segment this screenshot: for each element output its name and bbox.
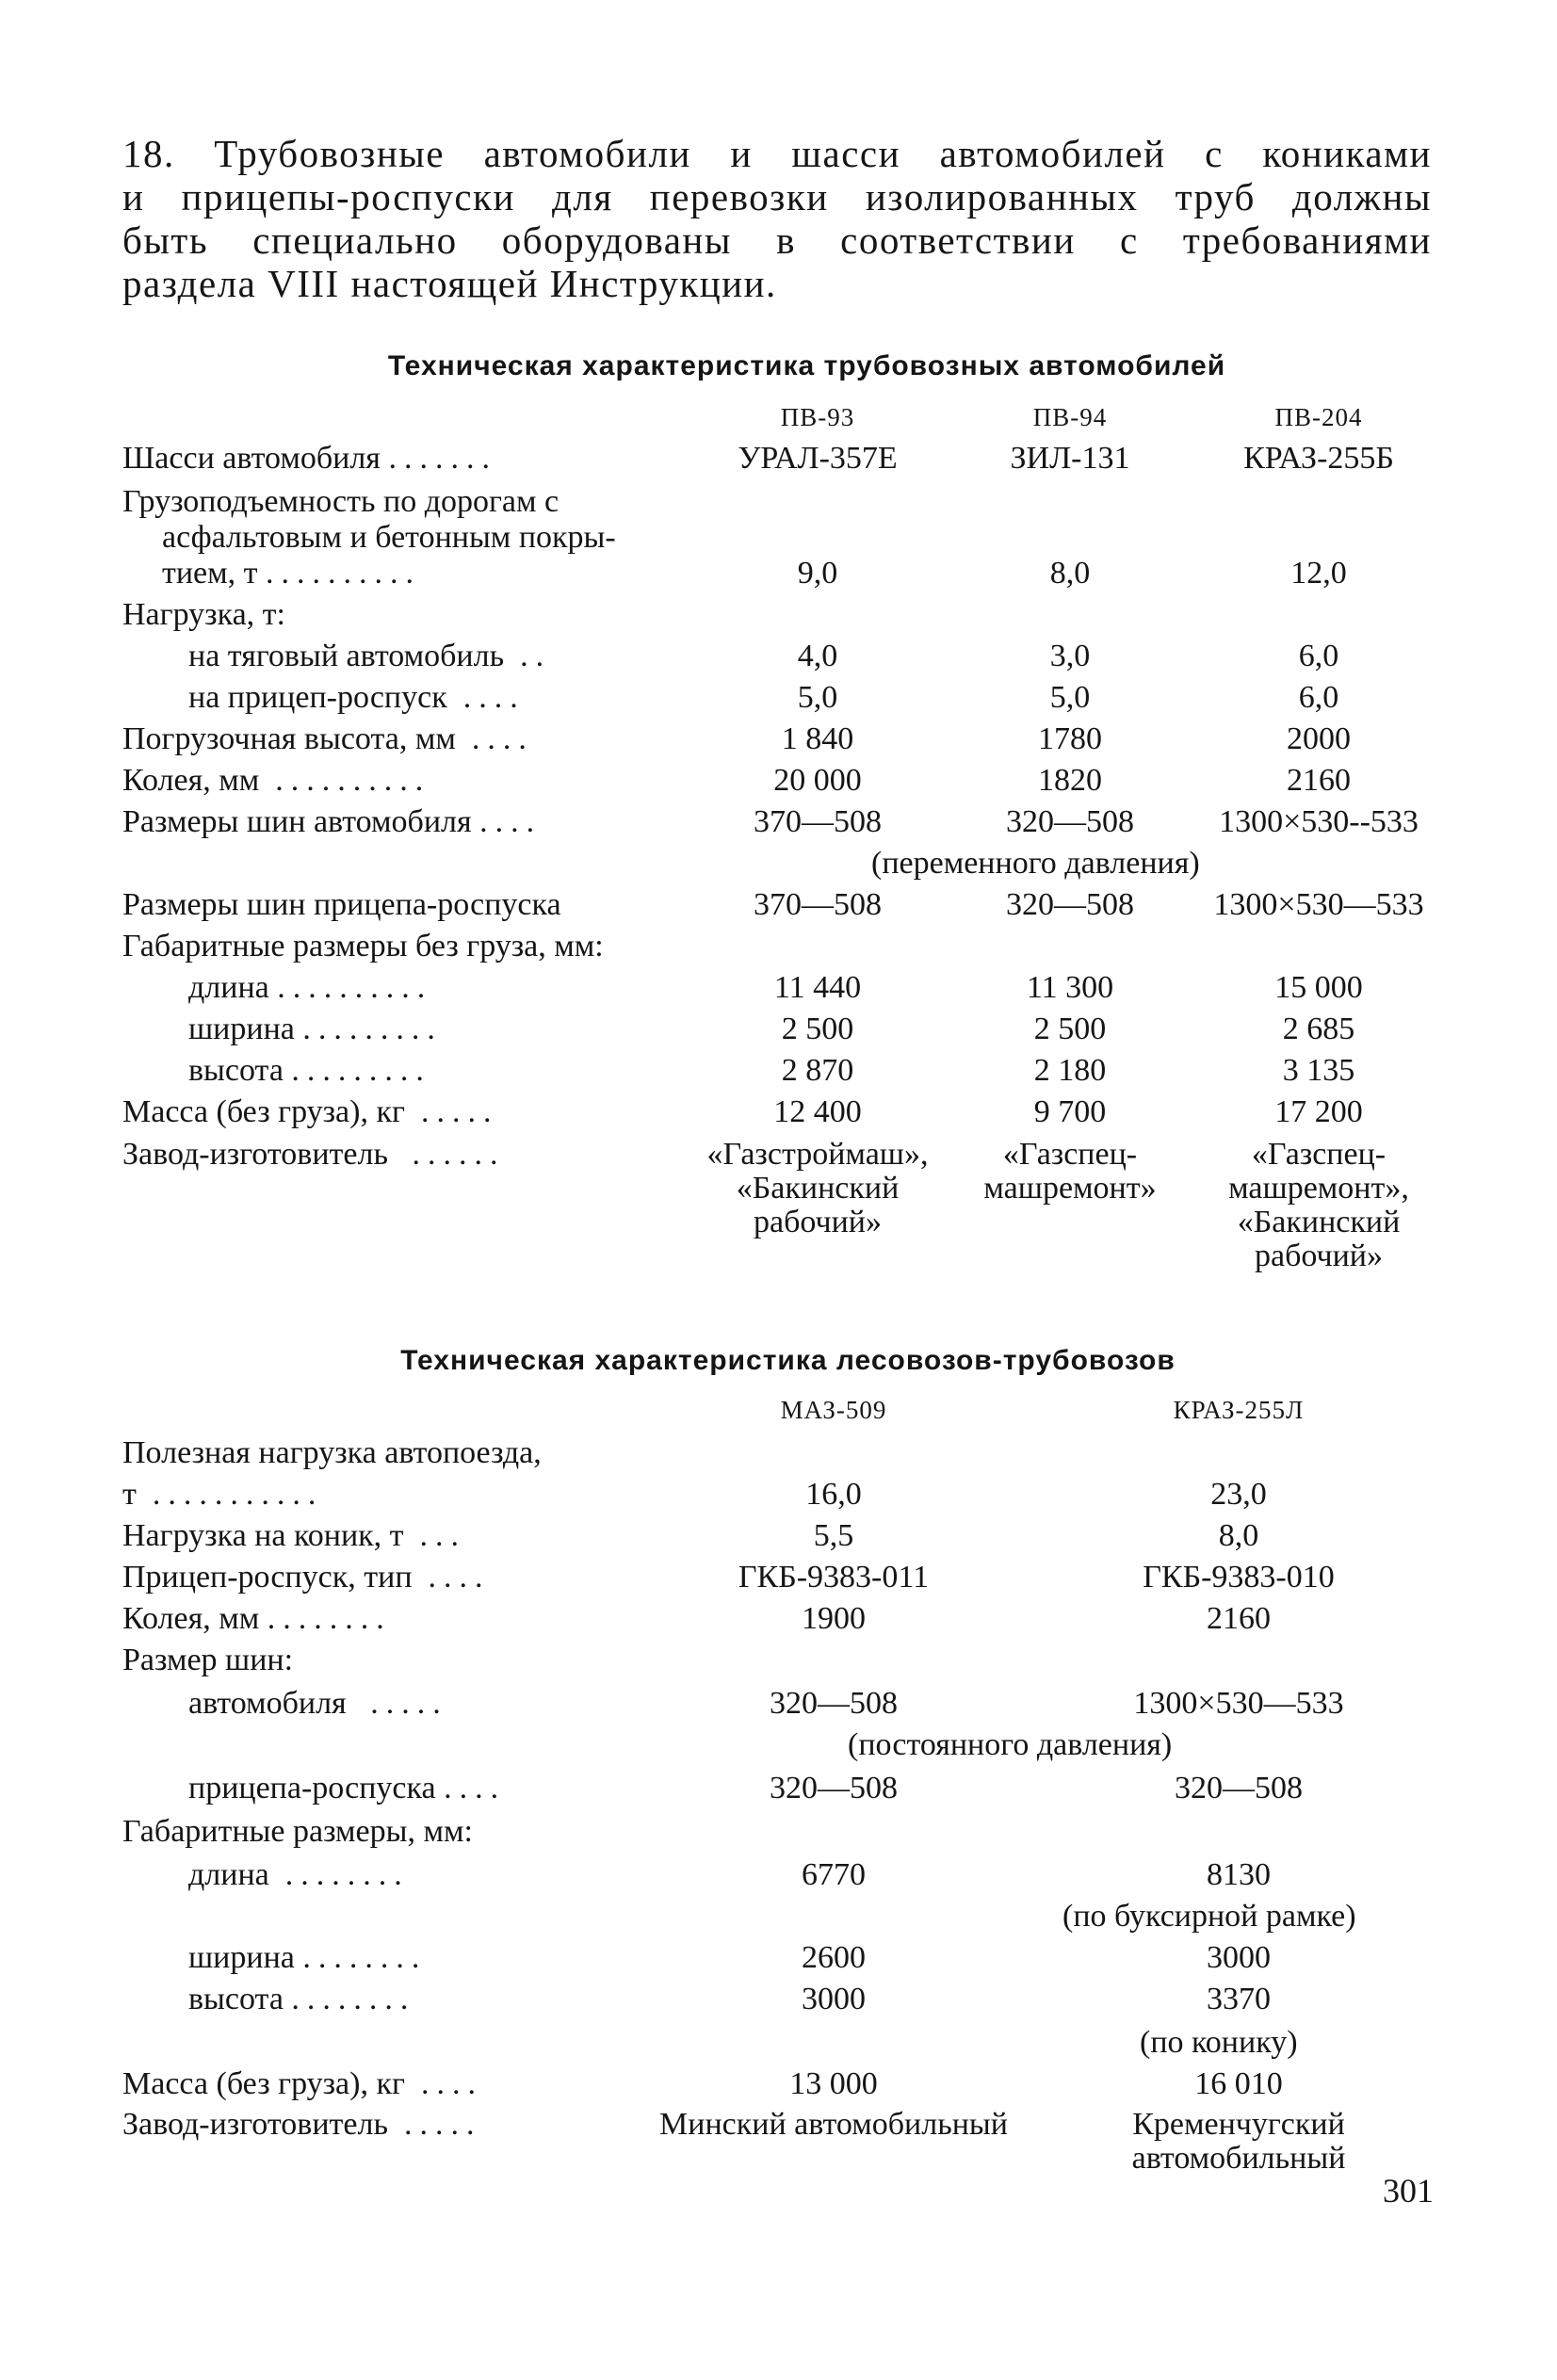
row-label: Полезная нагрузка автопоезда,	[122, 1435, 542, 1470]
cell: 3000	[1207, 1940, 1271, 1975]
cell: 8,0	[1218, 1518, 1259, 1553]
cell: 6770	[802, 1857, 866, 1892]
row-label: длина	[188, 970, 269, 1005]
column-header: ПВ-93	[780, 403, 855, 431]
row-label: Размеры шин прицепа-роспуска	[122, 887, 561, 922]
row-label: Габаритные размеры, мм:	[122, 1814, 473, 1849]
cell: 2600	[802, 1940, 866, 1975]
row-label: Размеры шин автомобиля	[122, 804, 472, 839]
cell: 2160	[1287, 763, 1351, 798]
column-header: ПВ-94	[1032, 403, 1108, 431]
cell: 12,0	[1290, 556, 1347, 591]
page-number: 301	[1383, 2172, 1434, 2210]
row-label: Погрузочная высота, мм	[122, 721, 456, 756]
cell: 370—508	[754, 887, 882, 922]
cell: «Бакинский	[736, 1171, 900, 1206]
cell: 320—508	[1006, 887, 1134, 922]
cell: 5,0	[797, 680, 838, 715]
row-label: Колея, мм	[122, 763, 260, 798]
cell: 3370	[1207, 1982, 1271, 2016]
cell: 1300×530—533	[1213, 887, 1424, 922]
cell: 4,0	[797, 639, 838, 673]
column-header: ПВ-204	[1274, 403, 1363, 431]
paragraph-line: 18. Трубовозные автомобили и шасси автомобилей с кониками	[122, 132, 1432, 175]
cell: 1300×530--533	[1219, 804, 1419, 839]
cell: «Газспец-	[1002, 1137, 1138, 1172]
row-label: Нагрузка на коник, т	[122, 1518, 404, 1553]
row-label: Колея, мм	[122, 1601, 260, 1636]
cell: 2160	[1207, 1601, 1271, 1636]
cell: 16,0	[805, 1477, 862, 1512]
cell: КРАЗ-255Б	[1243, 441, 1394, 476]
cell: автомобильный	[1131, 2141, 1346, 2176]
tires-note: (переменного давления)	[871, 846, 1200, 881]
row-label: Масса (без груза), кг	[122, 2066, 405, 2101]
row-label: длина	[188, 1857, 269, 1892]
row-label: Грузоподъемность по дорогам с	[122, 484, 560, 519]
cell: машремонт»,	[1228, 1171, 1409, 1206]
cell: 8130	[1207, 1857, 1271, 1892]
cell: 13 000	[789, 2066, 878, 2101]
row-label: на тяговый автомобиль	[188, 639, 505, 673]
cell: «Газспец-	[1251, 1137, 1387, 1172]
cell: 320—508	[1006, 804, 1134, 839]
row-label: Завод-изготовитель	[122, 1137, 388, 1172]
cell: рабочий»	[1255, 1239, 1383, 1273]
cell: Минский автомобильный	[659, 2107, 1008, 2142]
cell: ГКБ-9383-011	[738, 1560, 930, 1595]
row-label: Размер шин:	[122, 1643, 294, 1677]
row-label: Масса (без груза), кг	[122, 1094, 405, 1129]
cell: 320—508	[770, 1771, 898, 1805]
row-label: ширина	[188, 1940, 295, 1975]
intro-paragraph	[122, 132, 1432, 305]
row-label: на прицеп-роспуск	[188, 680, 447, 715]
cell: рабочий»	[754, 1205, 882, 1239]
column-header: КРАЗ-255Л	[1173, 1396, 1305, 1424]
cell: 3,0	[1049, 639, 1091, 673]
tires-note: (постоянного давления)	[848, 1727, 1173, 1762]
cell: 5,0	[1049, 680, 1091, 715]
row-label: Нагрузка, т:	[122, 597, 285, 632]
cell: 2 500	[1033, 1012, 1107, 1046]
row-label: Завод-изготовитель	[122, 2107, 388, 2142]
height-note: (по конику)	[1140, 2025, 1298, 2060]
cell: 20 000	[773, 763, 862, 798]
cell: 2 870	[781, 1053, 854, 1088]
cell: 2 180	[1033, 1053, 1107, 1088]
column-header: МАЗ-509	[780, 1396, 887, 1424]
row-label: тием, т	[162, 556, 258, 591]
cell: 11 440	[773, 970, 862, 1005]
row-label: асфальтовым и бетонным покры-	[162, 520, 616, 555]
cell: 3 135	[1282, 1053, 1355, 1088]
cell: 320—508	[770, 1686, 898, 1721]
cell: 2000	[1287, 721, 1351, 756]
cell: 1300×530—533	[1133, 1686, 1344, 1721]
cell: 1900	[802, 1601, 866, 1636]
length-note: (по буксирной рамке)	[1062, 1899, 1356, 1934]
cell: 2 500	[781, 1012, 854, 1046]
cell: 1820	[1038, 763, 1102, 798]
cell: 23,0	[1210, 1477, 1267, 1512]
cell: ГКБ-9383-010	[1143, 1560, 1335, 1595]
cell: 320—508	[1175, 1771, 1303, 1805]
cell: «Газстроймаш»,	[706, 1137, 929, 1172]
cell: 5,5	[813, 1518, 854, 1553]
cell: «Бакинский	[1237, 1205, 1401, 1239]
cell: 17 200	[1274, 1094, 1363, 1129]
cell: 15 000	[1274, 970, 1363, 1005]
cell: 1 840	[781, 721, 854, 756]
document-page: 18. Трубовозные автомобили и шасси автомобилей с кониками и прицепы-роспуски для перевозки изолированных труб должны быть специально оборудованы в соответствии с требованиями раздела VIII настоящей Инструкции. Техническая характеристика трубовозных автомобилей ПВ-93 ПВ-94 ПВ-204 Шасси автомобиля ....... УРАЛ-357Е ЗИЛ-131 КРАЗ-255Б Грузоподъемность по дорогам с асфальтовым и бетонным покры- тием, т .......... 9,0 8,0 12,0 Нагрузка, т: на тяговый автомобиль .. 4,0 3,0 6,0 на прицеп-роспуск .... 5,0 5,0 6,0 Погрузочная высота, мм .... 1 840 1780 2000 Колея, мм .......... 20 000 1820 2160 Размеры шин автомобиля .... 370—508 320—508 1300×530--533 (переменного давления) Размеры шин прицепа-роспуска 370—508 320—508 1300×530—533 Габаритные размеры без груза, мм: длина .......... 11 440 11 300 15 000 ширина ......... 2 500 2 500 2 685 высота ......... 2 870 2 180 3 135 Масса (без груза), кг ..... 12 400 9 700 17 200 Завод-изготовитель ...... «Газстроймаш», «Бакинский рабочий» «Газспец- машремонт» «Газспец- машремонт», «Бакинский рабочий» Техническая характеристика лесовозов-трубовозов МАЗ-509 КРАЗ-255Л Полезная нагрузка автопоезда, т ........... 16,0 23,0 Нагрузка на коник, т ... 5,5 8,0 Прицеп-роспуск, тип .... ГКБ-9383-011 ГКБ-9383-010 Колея, мм ........ 1900 2160 Размер шин: автомобиля ..... 320—508 1300×530—533 (постоянного давления) прицепа-роспуска .... 320—508 320—508 Габаритные размеры, мм: длина ........ 6770 8130 (по буксирной рамке) ширина ........ 2600 3000 высота ........ 3000 3370 (по конику) Масса (без груза), кг .... 13 000 16 010 Завод-изготовитель ..... Минский автомобильный Кременчугский автомобильный 301	[0, 0, 1557, 2380]
cell: 6,0	[1298, 680, 1339, 715]
cell: 9 700	[1033, 1094, 1107, 1129]
row-label: ширина	[188, 1012, 295, 1046]
cell: 1780	[1038, 721, 1102, 756]
cell: 6,0	[1298, 639, 1339, 673]
paragraph-line: и прицепы-роспуски для перевозки изолированных труб должны	[122, 175, 1432, 219]
row-label: Габаритные размеры без груза, мм:	[122, 929, 604, 963]
cell: 9,0	[797, 556, 838, 591]
row-label: Прицеп-роспуск, тип	[122, 1560, 413, 1595]
row-label: т	[122, 1477, 137, 1512]
row-label: автомобиля	[188, 1686, 347, 1721]
cell: 3000	[802, 1982, 866, 2016]
cell: УРАЛ-357Е	[738, 441, 898, 476]
cell: ЗИЛ-131	[1010, 441, 1130, 476]
row-label: Шасси автомобиля	[122, 441, 381, 476]
row-label: прицепа-роспуска	[188, 1771, 436, 1805]
table1-title: Техническая характеристика трубовозных автомобилей	[387, 350, 1226, 381]
cell: Кременчугский	[1132, 2107, 1345, 2142]
cell: машремонт»	[983, 1171, 1157, 1206]
row-label: высота	[188, 1053, 284, 1088]
cell: 11 300	[1026, 970, 1114, 1005]
cell: 12 400	[773, 1094, 862, 1129]
paragraph-line: быть специально оборудованы в соответствии с требованиями	[122, 219, 1432, 262]
paragraph-line: раздела VIII настоящей Инструкции.	[122, 262, 777, 305]
cell: 2 685	[1282, 1012, 1355, 1046]
cell: 8,0	[1049, 556, 1091, 591]
cell: 370—508	[754, 804, 882, 839]
row-label: высота	[188, 1982, 284, 2016]
table2-title: Техническая характеристика лесовозов-трубовозов	[400, 1345, 1176, 1376]
cell: 16 010	[1194, 2066, 1283, 2101]
